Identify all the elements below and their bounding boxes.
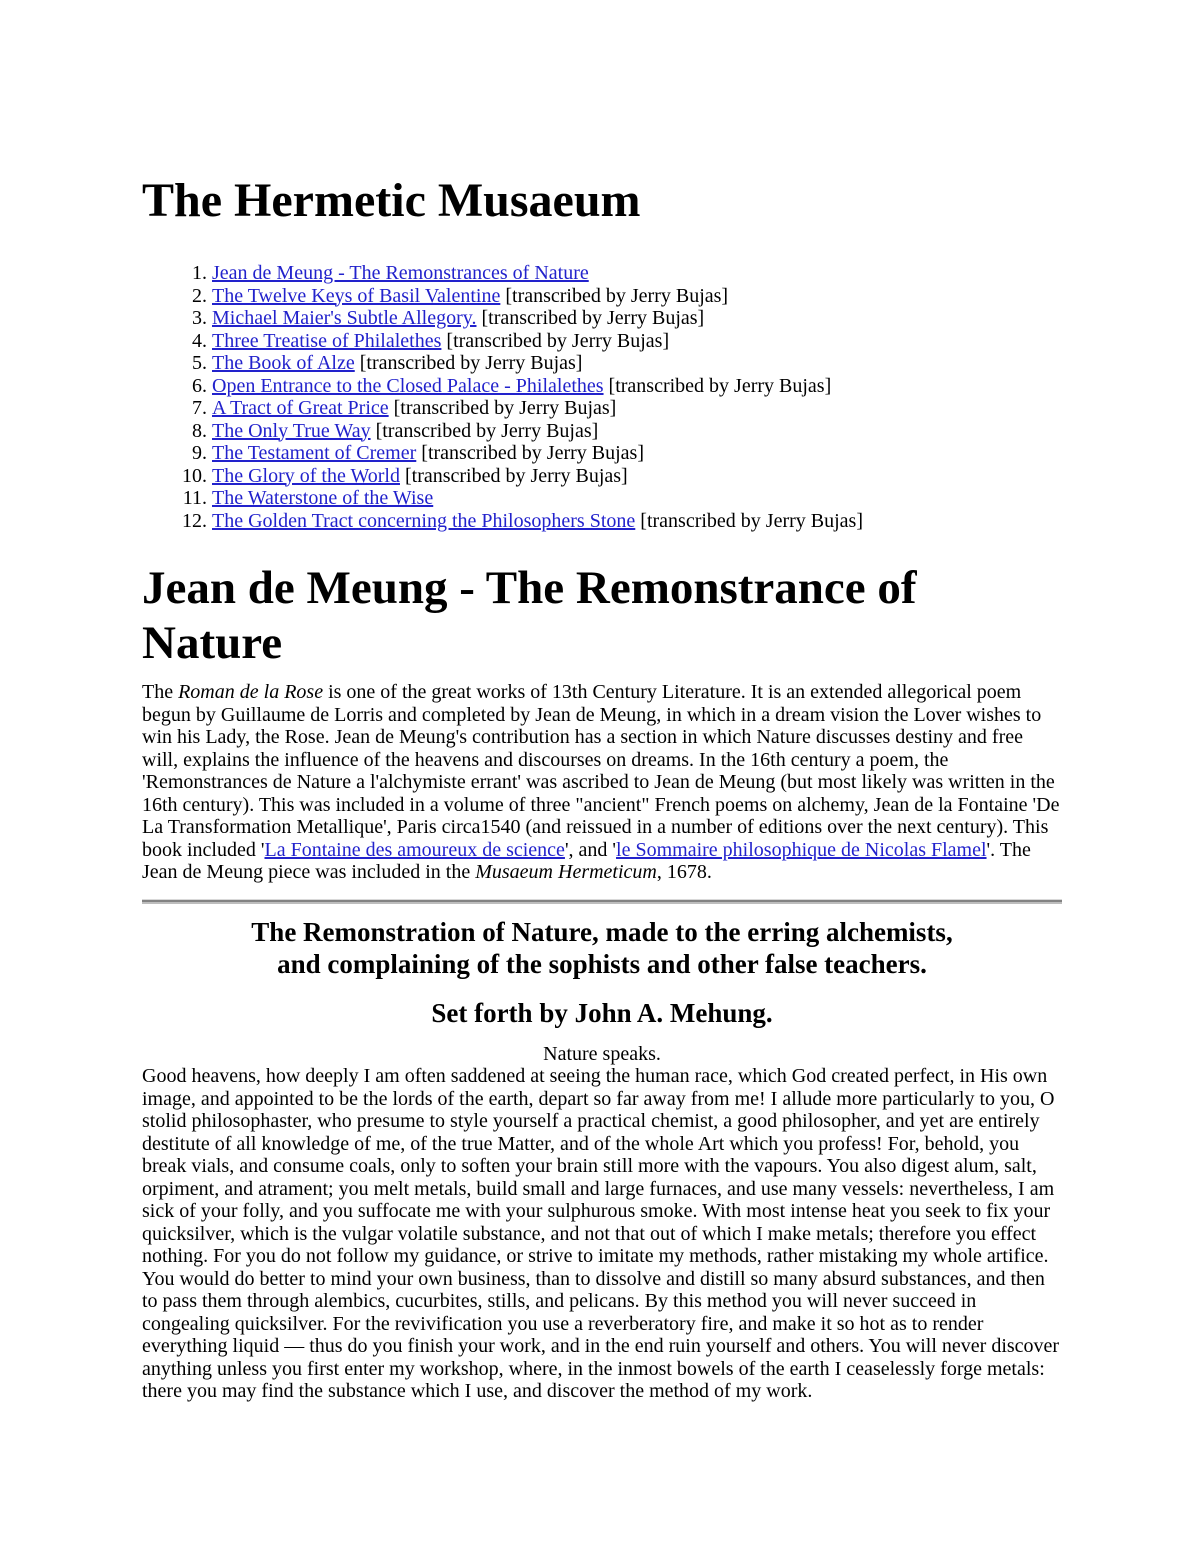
toc-link[interactable]: The Twelve Keys of Basil Valentine (212, 284, 501, 307)
toc-annotation: [transcribed by Jerry Bujas] (476, 307, 705, 329)
toc-annotation: [transcribed by Jerry Bujas] (441, 329, 670, 352)
inline-link[interactable]: La Fontaine des amoureux de science (264, 838, 565, 861)
toc-item (212, 510, 1062, 533)
byline: Set forth by John A. Mehung. (431, 997, 773, 1028)
toc-list (142, 262, 1062, 532)
toc-annotation: [transcribed by Jerry Bujas] (399, 464, 628, 487)
toc-link[interactable]: Michael Maier's Subtle Allegory. (212, 307, 477, 329)
toc-item (212, 487, 1062, 510)
toc-link[interactable]: The Testament of Cremer (212, 442, 417, 464)
body-paragraph: Good heavens, how deeply I am often saddened at seeing the human race, which God created perfect, in His own image, and appointed to be the lords of the earth, depart so far away from me! I allude more particularly to you, O stolid philosophaster, who presume to style yourself a practical chemist, a good philosopher, and yet are entirely destitute of all knowledge of me, of the true Matter, and of the whole Art which you profess! For, behold, you break vials, and consume coals, only to soften your brain still more with the vapours. You also digest alum, salt, orpiment, and atrament; you melt metals, build small and large furnaces, and use many vessels: nevertheless, I am sick of your folly, and you suffocate me with your sulphurous smoke. With most intense heat you seek to fix your quicksilver, which is the vulgar volatile substance, and not that out of which I make metals; therefore you effect nothing. For you do not follow my guidance, or strive to imitate my methods, rather mistaking my whole artifice. You would do better to mind your own business, than to dissolve and distill so many absurd substances, and then to pass them through alembics, cucurbites, stills, and pelicans. By this method you will never succeed in congealing quicksilver. For the revivification you use a reverberatory fire, and make it so hot as to render everything liquid — thus do you finish your work, and in the end ruin yourself and others. You will never discover anything unless you first enter my workshop, where, in the inmost bowels of the earth I ceaselessly forge metals: there you may find the substance which I use, and discover the method of my work. (142, 1065, 1060, 1402)
toc-item (212, 307, 1062, 330)
toc-link[interactable]: The Only True Way (212, 419, 371, 442)
toc-link[interactable]: The Waterstone of the Wise (212, 487, 434, 509)
section-subtitle (142, 916, 1062, 980)
toc-link[interactable]: Open Entrance to the Closed Palace - Philalethes (212, 374, 604, 397)
toc-item (212, 442, 1062, 465)
text-run: is one of the great works of 13th Century Literature. It is an extended allegorical poem begun by Guillaume de Lorris and completed by Jean de Meung, in which in a dream vision the Lover wishes to win his Lady, the Rose. Jean de Meung's contribution has a section in which Nature discusses destiny and free will, explains the influence of the heavens and discourses on dreams. In the 16th century a poem, the 'Remonstrances de Nature a l'alchymiste errant' was ascribed to Jean de Meung (but most likely was written in the 16th century). This was included in a volume of three "ancient" French poems on alchemy, Jean de la Fontaine 'De La Transformation Metallique', Paris circa1540 (and reissued in a number of editions over the next century). This book included ' (142, 681, 1060, 861)
inline-link[interactable]: le Sommaire philosophique de Nicolas Flamel (616, 838, 987, 861)
subtitle-line-2: and complaining of the sophists and other false teachers. (277, 948, 927, 979)
document-page (142, 0, 1062, 1403)
toc-link[interactable]: A Tract of Great Price (212, 397, 389, 419)
article-heading: Jean de Meung - The Remonstrance of Nature (142, 562, 917, 669)
speaker-line: Nature speaks. (543, 1042, 661, 1065)
toc-item (212, 330, 1062, 353)
toc-item (212, 375, 1062, 398)
toc-annotation: [transcribed by Jerry Bujas] (370, 419, 599, 442)
toc-link[interactable]: The Glory of the World (212, 464, 400, 487)
text-run: ', and ' (564, 838, 617, 861)
text-run: '. The Jean de Meung piece was included in the (142, 838, 1031, 883)
intro-paragraph (142, 681, 1062, 884)
toc-item (212, 262, 1062, 285)
toc-item (212, 397, 1062, 420)
page-title: The Hermetic Musaeum (142, 174, 641, 227)
toc-annotation: [transcribed by Jerry Bujas] (416, 442, 644, 464)
horizontal-rule (142, 899, 1062, 904)
text-run: , 1678. (656, 861, 712, 883)
toc-item (212, 420, 1062, 443)
toc-item (212, 352, 1062, 375)
italic-text-run: Roman de la Rose (178, 681, 324, 703)
subtitle-line-1: The Remonstration of Nature, made to the erring alchemists, (251, 916, 953, 947)
toc-link[interactable]: Three Treatise of Philalethes (212, 329, 442, 352)
toc-link[interactable]: The Book of Alze (212, 352, 355, 374)
toc-item (212, 285, 1062, 308)
toc-link[interactable]: The Golden Tract concerning the Philosophers Stone (212, 509, 636, 532)
toc-annotation: [transcribed by Jerry Bujas] (603, 374, 832, 397)
toc-item (212, 465, 1062, 488)
text-run: The (142, 681, 179, 703)
toc-annotation: [transcribed by Jerry Bujas] (354, 352, 583, 374)
toc-link[interactable]: Jean de Meung - The Remonstrances of Nature (212, 262, 589, 284)
toc-annotation: [transcribed by Jerry Bujas] (388, 397, 617, 419)
toc-annotation: [transcribed by Jerry Bujas] (635, 509, 863, 532)
toc-annotation: [transcribed by Jerry Bujas] (500, 284, 729, 307)
italic-text-run: Musaeum Hermeticum (475, 861, 657, 883)
